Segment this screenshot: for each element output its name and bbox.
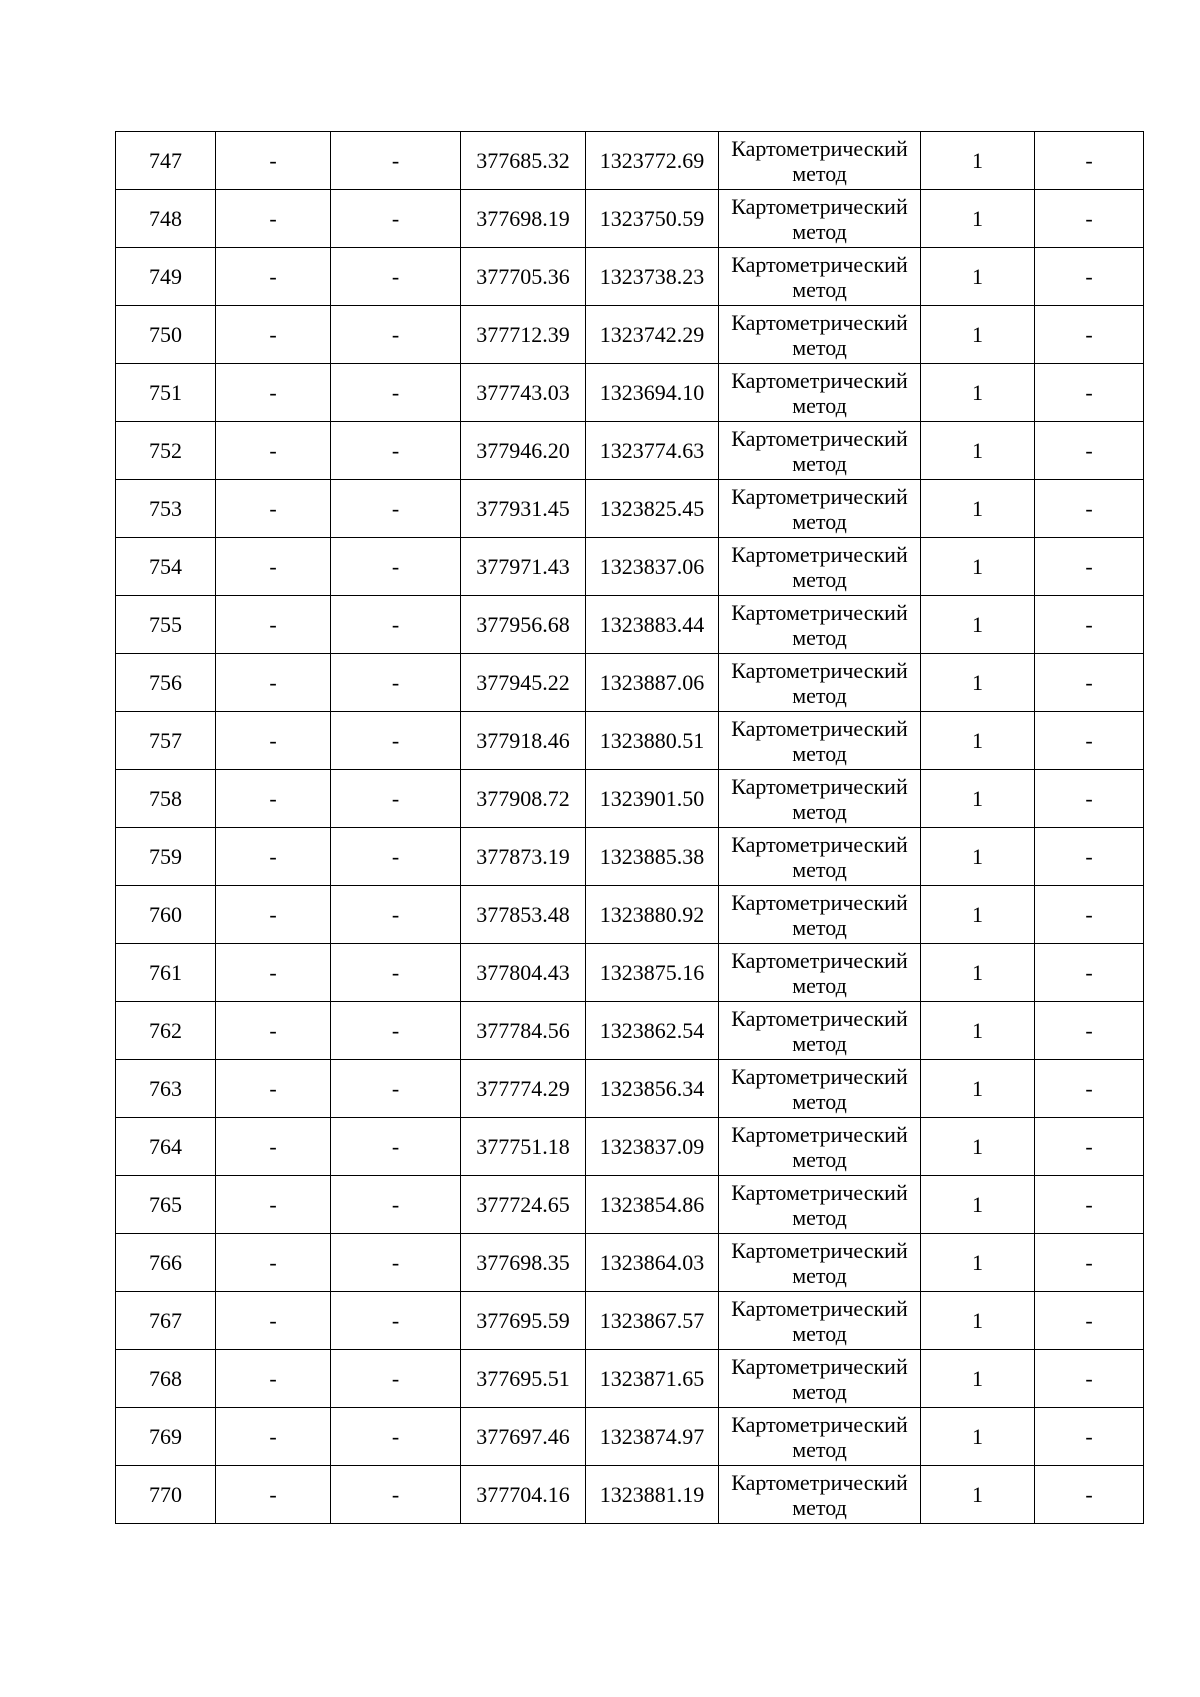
empty-dash-cell: - [1035,422,1144,480]
point-number-cell: 760 [116,886,216,944]
method-cell [719,422,921,480]
empty-dash-cell: - [331,886,461,944]
point-number-cell: 766 [116,1234,216,1292]
method-text-line: Картометрический [731,483,908,509]
y-coordinate-cell: 1323885.38 [586,828,719,886]
empty-dash-cell: - [331,190,461,248]
point-number-cell: 753 [116,480,216,538]
accuracy-cell: 1 [921,1234,1035,1292]
x-coordinate-cell: 377945.22 [461,654,586,712]
accuracy-cell: 1 [921,306,1035,364]
method-cell [719,1002,921,1060]
method-cell [719,596,921,654]
point-number-cell: 759 [116,828,216,886]
x-coordinate-cell: 377873.19 [461,828,586,886]
method-text-line: метод [792,856,847,882]
empty-dash-cell: - [216,538,331,596]
table-row [116,654,1144,712]
y-coordinate-cell: 1323772.69 [586,132,719,190]
method-cell [719,828,921,886]
y-coordinate-cell: 1323871.65 [586,1350,719,1408]
empty-dash-cell: - [1035,712,1144,770]
accuracy-cell: 1 [921,132,1035,190]
y-coordinate-cell: 1323854.86 [586,1176,719,1234]
y-coordinate-cell: 1323875.16 [586,944,719,1002]
x-coordinate-cell: 377804.43 [461,944,586,1002]
table-row [116,1234,1144,1292]
empty-dash-cell: - [331,1408,461,1466]
x-coordinate-cell: 377698.35 [461,1234,586,1292]
point-number-cell: 767 [116,1292,216,1350]
x-coordinate-cell: 377751.18 [461,1118,586,1176]
empty-dash-cell: - [216,1408,331,1466]
empty-dash-cell: - [331,422,461,480]
empty-dash-cell: - [1035,1060,1144,1118]
coordinates-table-body [116,132,1144,1524]
method-cell [719,306,921,364]
y-coordinate-cell: 1323864.03 [586,1234,719,1292]
method-cell [719,712,921,770]
empty-dash-cell: - [331,364,461,422]
point-number-cell: 764 [116,1118,216,1176]
method-cell [719,1292,921,1350]
method-text-line: Картометрический [731,1411,908,1437]
table-row [116,538,1144,596]
point-number-cell: 751 [116,364,216,422]
method-cell [719,1350,921,1408]
empty-dash-cell: - [1035,828,1144,886]
empty-dash-cell: - [216,1176,331,1234]
method-cell [719,886,921,944]
empty-dash-cell: - [1035,480,1144,538]
empty-dash-cell: - [1035,1176,1144,1234]
method-cell [719,1060,921,1118]
accuracy-cell: 1 [921,538,1035,596]
method-text-line: Картометрический [731,1237,908,1263]
method-text-line: Картометрический [731,1353,908,1379]
method-cell [719,480,921,538]
method-text-line: Картометрический [731,889,908,915]
accuracy-cell: 1 [921,654,1035,712]
empty-dash-cell: - [216,306,331,364]
method-text-line: Картометрический [731,1469,908,1495]
method-text-line: Картометрический [731,773,908,799]
empty-dash-cell: - [216,1118,331,1176]
method-text-line: метод [792,392,847,418]
x-coordinate-cell: 377971.43 [461,538,586,596]
empty-dash-cell: - [216,480,331,538]
x-coordinate-cell: 377853.48 [461,886,586,944]
method-text-line: Картометрический [731,193,908,219]
empty-dash-cell: - [1035,306,1144,364]
empty-dash-cell: - [216,1002,331,1060]
method-text-line: Картометрический [731,1121,908,1147]
method-text-line: метод [792,334,847,360]
empty-dash-cell: - [331,1234,461,1292]
accuracy-cell: 1 [921,712,1035,770]
method-text-line: метод [792,624,847,650]
table-row [116,828,1144,886]
accuracy-cell: 1 [921,828,1035,886]
method-text-line: Картометрический [731,599,908,625]
x-coordinate-cell: 377712.39 [461,306,586,364]
empty-dash-cell: - [1035,1002,1144,1060]
method-text-line: метод [792,1146,847,1172]
empty-dash-cell: - [1035,248,1144,306]
empty-dash-cell: - [1035,1408,1144,1466]
y-coordinate-cell: 1323742.29 [586,306,719,364]
accuracy-cell: 1 [921,944,1035,1002]
x-coordinate-cell: 377743.03 [461,364,586,422]
table-row [116,1002,1144,1060]
x-coordinate-cell: 377705.36 [461,248,586,306]
method-text-line: Картометрический [731,1005,908,1031]
table-row [116,480,1144,538]
method-cell [719,248,921,306]
point-number-cell: 750 [116,306,216,364]
empty-dash-cell: - [216,364,331,422]
method-text-line: метод [792,798,847,824]
method-text-line: метод [792,276,847,302]
accuracy-cell: 1 [921,364,1035,422]
empty-dash-cell: - [331,306,461,364]
method-cell [719,1118,921,1176]
method-cell [719,132,921,190]
method-text-line: метод [792,740,847,766]
y-coordinate-cell: 1323694.10 [586,364,719,422]
empty-dash-cell: - [331,480,461,538]
point-number-cell: 761 [116,944,216,1002]
method-text-line: метод [792,682,847,708]
method-text-line: Картометрический [731,657,908,683]
method-text-line: Картометрический [731,425,908,451]
accuracy-cell: 1 [921,1118,1035,1176]
method-text-line: метод [792,1378,847,1404]
empty-dash-cell: - [1035,944,1144,1002]
point-number-cell: 768 [116,1350,216,1408]
y-coordinate-cell: 1323837.09 [586,1118,719,1176]
table-row [116,422,1144,480]
x-coordinate-cell: 377956.68 [461,596,586,654]
y-coordinate-cell: 1323880.92 [586,886,719,944]
accuracy-cell: 1 [921,1292,1035,1350]
accuracy-cell: 1 [921,1466,1035,1524]
method-cell [719,770,921,828]
empty-dash-cell: - [1035,886,1144,944]
table-row [116,770,1144,828]
empty-dash-cell: - [216,1350,331,1408]
empty-dash-cell: - [216,1292,331,1350]
point-number-cell: 754 [116,538,216,596]
y-coordinate-cell: 1323750.59 [586,190,719,248]
x-coordinate-cell: 377695.59 [461,1292,586,1350]
y-coordinate-cell: 1323901.50 [586,770,719,828]
empty-dash-cell: - [331,712,461,770]
table-row [116,886,1144,944]
empty-dash-cell: - [216,828,331,886]
empty-dash-cell: - [1035,132,1144,190]
point-number-cell: 757 [116,712,216,770]
y-coordinate-cell: 1323825.45 [586,480,719,538]
point-number-cell: 747 [116,132,216,190]
empty-dash-cell: - [1035,770,1144,828]
empty-dash-cell: - [331,248,461,306]
method-cell [719,190,921,248]
empty-dash-cell: - [331,1118,461,1176]
method-text-line: Картометрический [731,1179,908,1205]
method-text-line: Картометрический [731,831,908,857]
table-row [116,1350,1144,1408]
table-row [116,1292,1144,1350]
table-row [116,1118,1144,1176]
table-row [116,1176,1144,1234]
method-text-line: метод [792,450,847,476]
y-coordinate-cell: 1323887.06 [586,654,719,712]
accuracy-cell: 1 [921,770,1035,828]
point-number-cell: 769 [116,1408,216,1466]
point-number-cell: 763 [116,1060,216,1118]
empty-dash-cell: - [216,1234,331,1292]
empty-dash-cell: - [1035,1118,1144,1176]
empty-dash-cell: - [331,944,461,1002]
accuracy-cell: 1 [921,1002,1035,1060]
x-coordinate-cell: 377946.20 [461,422,586,480]
accuracy-cell: 1 [921,886,1035,944]
method-cell [719,1176,921,1234]
point-number-cell: 765 [116,1176,216,1234]
empty-dash-cell: - [216,1466,331,1524]
x-coordinate-cell: 377695.51 [461,1350,586,1408]
point-number-cell: 756 [116,654,216,712]
empty-dash-cell: - [331,770,461,828]
method-text-line: метод [792,1030,847,1056]
x-coordinate-cell: 377908.72 [461,770,586,828]
method-text-line: метод [792,1436,847,1462]
accuracy-cell: 1 [921,248,1035,306]
x-coordinate-cell: 377784.56 [461,1002,586,1060]
empty-dash-cell: - [216,654,331,712]
empty-dash-cell: - [216,190,331,248]
method-text-line: метод [792,972,847,998]
point-number-cell: 758 [116,770,216,828]
table-row [116,364,1144,422]
table-row [116,190,1144,248]
empty-dash-cell: - [1035,1234,1144,1292]
table-row [116,712,1144,770]
method-text-line: Картометрический [731,715,908,741]
method-cell [719,1234,921,1292]
empty-dash-cell: - [1035,654,1144,712]
empty-dash-cell: - [331,654,461,712]
empty-dash-cell: - [216,132,331,190]
method-text-line: метод [792,1262,847,1288]
y-coordinate-cell: 1323874.97 [586,1408,719,1466]
table-row [116,132,1144,190]
accuracy-cell: 1 [921,422,1035,480]
empty-dash-cell: - [216,596,331,654]
point-number-cell: 748 [116,190,216,248]
empty-dash-cell: - [1035,1466,1144,1524]
table-row [116,1060,1144,1118]
point-number-cell: 752 [116,422,216,480]
x-coordinate-cell: 377724.65 [461,1176,586,1234]
empty-dash-cell: - [216,248,331,306]
empty-dash-cell: - [1035,1350,1144,1408]
method-text-line: метод [792,1494,847,1520]
y-coordinate-cell: 1323837.06 [586,538,719,596]
method-text-line: метод [792,1204,847,1230]
method-text-line: метод [792,160,847,186]
y-coordinate-cell: 1323881.19 [586,1466,719,1524]
x-coordinate-cell: 377698.19 [461,190,586,248]
y-coordinate-cell: 1323862.54 [586,1002,719,1060]
accuracy-cell: 1 [921,190,1035,248]
empty-dash-cell: - [216,712,331,770]
empty-dash-cell: - [331,1002,461,1060]
method-text-line: Картометрический [731,1295,908,1321]
accuracy-cell: 1 [921,596,1035,654]
method-text-line: Картометрический [731,541,908,567]
accuracy-cell: 1 [921,1408,1035,1466]
point-number-cell: 755 [116,596,216,654]
method-text-line: Картометрический [731,367,908,393]
method-text-line: метод [792,508,847,534]
empty-dash-cell: - [216,770,331,828]
empty-dash-cell: - [331,1060,461,1118]
x-coordinate-cell: 377931.45 [461,480,586,538]
point-number-cell: 762 [116,1002,216,1060]
method-text-line: Картометрический [731,251,908,277]
empty-dash-cell: - [216,944,331,1002]
method-text-line: Картометрический [731,947,908,973]
empty-dash-cell: - [331,1466,461,1524]
method-text-line: Картометрический [731,135,908,161]
y-coordinate-cell: 1323867.57 [586,1292,719,1350]
accuracy-cell: 1 [921,1060,1035,1118]
point-number-cell: 770 [116,1466,216,1524]
x-coordinate-cell: 377704.16 [461,1466,586,1524]
empty-dash-cell: - [1035,364,1144,422]
method-cell [719,538,921,596]
table-row [116,1408,1144,1466]
method-text-line: Картометрический [731,309,908,335]
y-coordinate-cell: 1323883.44 [586,596,719,654]
point-number-cell: 749 [116,248,216,306]
y-coordinate-cell: 1323738.23 [586,248,719,306]
method-text-line: метод [792,566,847,592]
method-cell [719,1466,921,1524]
table-row [116,306,1144,364]
method-cell [719,364,921,422]
empty-dash-cell: - [331,1176,461,1234]
table-row [116,248,1144,306]
table-row [116,944,1144,1002]
empty-dash-cell: - [1035,538,1144,596]
x-coordinate-cell: 377697.46 [461,1408,586,1466]
x-coordinate-cell: 377685.32 [461,132,586,190]
empty-dash-cell: - [331,596,461,654]
y-coordinate-cell: 1323880.51 [586,712,719,770]
method-text-line: метод [792,914,847,940]
empty-dash-cell: - [1035,190,1144,248]
method-text-line: метод [792,218,847,244]
method-cell [719,1408,921,1466]
y-coordinate-cell: 1323856.34 [586,1060,719,1118]
empty-dash-cell: - [331,1292,461,1350]
empty-dash-cell: - [216,1060,331,1118]
empty-dash-cell: - [331,538,461,596]
accuracy-cell: 1 [921,480,1035,538]
method-text-line: метод [792,1088,847,1114]
accuracy-cell: 1 [921,1176,1035,1234]
empty-dash-cell: - [1035,596,1144,654]
method-cell [719,654,921,712]
empty-dash-cell: - [216,422,331,480]
accuracy-cell: 1 [921,1350,1035,1408]
method-text-line: метод [792,1320,847,1346]
table-row [116,1466,1144,1524]
x-coordinate-cell: 377918.46 [461,712,586,770]
x-coordinate-cell: 377774.29 [461,1060,586,1118]
coordinates-table [115,131,1144,1524]
empty-dash-cell: - [331,828,461,886]
method-cell [719,944,921,1002]
empty-dash-cell: - [331,1350,461,1408]
y-coordinate-cell: 1323774.63 [586,422,719,480]
empty-dash-cell: - [331,132,461,190]
empty-dash-cell: - [1035,1292,1144,1350]
method-text-line: Картометрический [731,1063,908,1089]
empty-dash-cell: - [216,886,331,944]
table-row [116,596,1144,654]
